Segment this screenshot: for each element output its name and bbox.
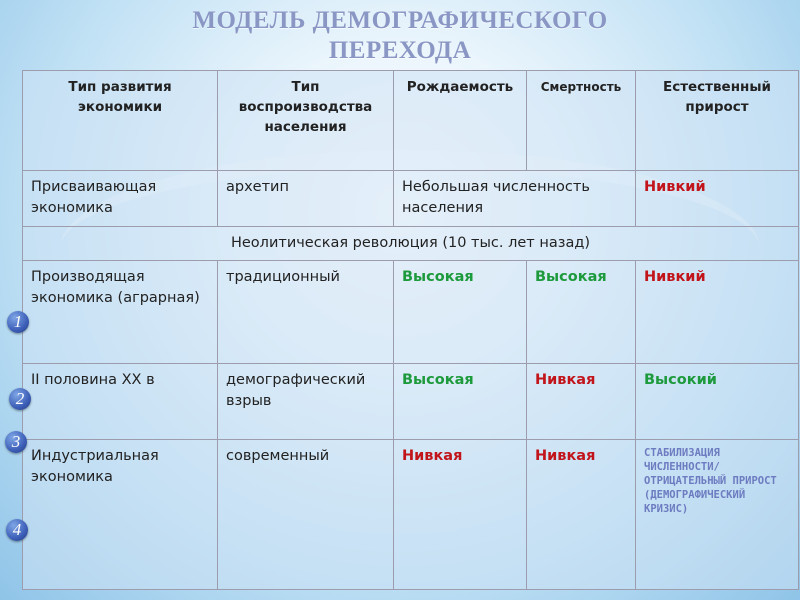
header-natural-growth: Естественный прирост <box>636 71 799 171</box>
stage-badge-2: 2 <box>9 388 31 410</box>
demographic-transition-table <box>22 70 799 590</box>
cell-growth: Нивкий <box>636 261 799 364</box>
stage-badge-3: 3 <box>5 431 27 453</box>
cell-birth: Высокая <box>394 261 527 364</box>
cell-economy: Производящая экономика (аграрная) <box>23 261 218 364</box>
cell-death: Нивкая <box>527 364 636 440</box>
table-row <box>23 171 799 227</box>
header-birth-rate: Рождаемость <box>394 71 527 171</box>
cell-growth: СТАБИЛИЗАЦИЯ ЧИСЛЕННОСТИ/ ОТРИЦАТЕЛЬНЫЙ ПРИРОСТ (ДЕМОГРАФИЧЕСКИЙ КРИЗИС) <box>636 440 799 590</box>
header-economy-type: Тип развития экономики <box>23 71 218 171</box>
cell-neolithic-revolution: Неолитическая революция (10 тыс. лет назад) <box>23 227 799 261</box>
cell-economy: II половина XX в <box>23 364 218 440</box>
page-title <box>0 6 800 66</box>
cell-birth: Нивкая <box>394 440 527 590</box>
table-row <box>23 440 799 590</box>
table-row <box>23 364 799 440</box>
table-row <box>23 261 799 364</box>
table-header-row <box>23 71 799 171</box>
title-line-1: МОДЕЛЬ ДЕМОГРАФИЧЕСКОГО <box>192 7 608 34</box>
cell-birth: Небольшая численность населения <box>394 171 636 227</box>
cell-growth: Нивкий <box>636 171 799 227</box>
cell-reproduction: архетип <box>218 171 394 227</box>
header-reproduction-type: Тип воспроизводства населения <box>218 71 394 171</box>
title-line-2: ПЕРЕХОДА <box>328 37 472 64</box>
header-death-rate: Смертность <box>527 71 636 171</box>
cell-death: Высокая <box>527 261 636 364</box>
stage-badge-1: 1 <box>7 311 29 333</box>
cell-reproduction: традиционный <box>218 261 394 364</box>
cell-reproduction: демографический взрыв <box>218 364 394 440</box>
stage-badge-4: 4 <box>6 519 28 541</box>
table-row-separator <box>23 227 799 261</box>
cell-death: Нивкая <box>527 440 636 590</box>
cell-birth: Высокая <box>394 364 527 440</box>
cell-growth: Высокий <box>636 364 799 440</box>
cell-economy: Индустриальная экономика <box>23 440 218 590</box>
cell-reproduction: современный <box>218 440 394 590</box>
cell-economy: Присваивающая экономика <box>23 171 218 227</box>
